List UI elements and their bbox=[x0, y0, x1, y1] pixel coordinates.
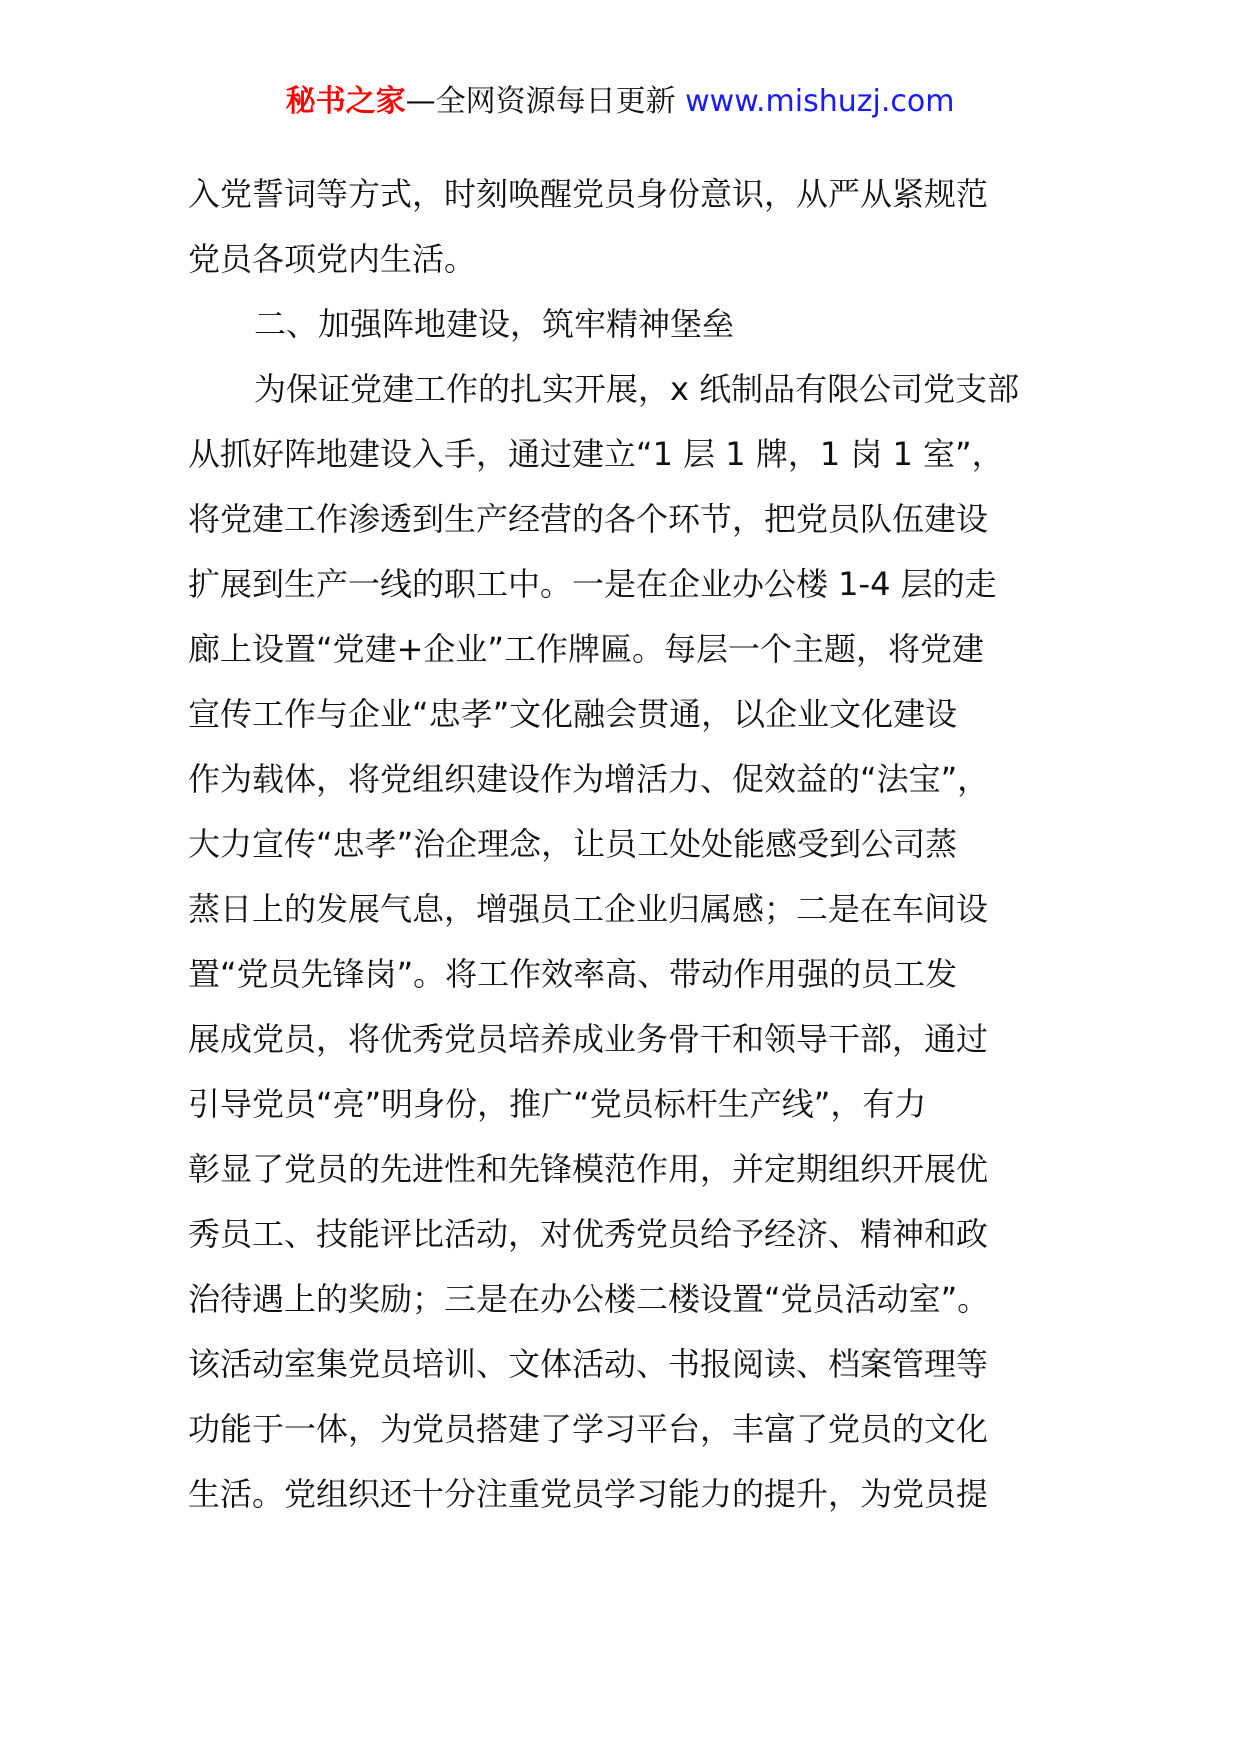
text-line: 从抓好阵地建设入手，通过建立“1 层 1 牌，1 岗 1 室”， bbox=[188, 435, 1004, 473]
text-line: 治待遇上的奖励；三是在办公楼二楼设置“党员活动室”。 bbox=[188, 1280, 990, 1318]
text-line: 入党誓词等方式，时刻唤醒党员身份意识，从严从紧规范 bbox=[188, 175, 989, 213]
text-line: 将党建工作渗透到生产经营的各个环节，把党员队伍建设 bbox=[188, 500, 989, 538]
text-line: 作为载体，将党组织建设作为增活力、促效益的“法宝”， bbox=[188, 760, 990, 798]
text-line: 彰显了党员的先进性和先锋模范作用，并定期组织开展优 bbox=[188, 1150, 989, 1188]
text-line: 生活。党组织还十分注重党员学习能力的提升，为党员提 bbox=[188, 1475, 989, 1513]
document-body bbox=[188, 162, 1068, 1527]
text-line: 该活动室集党员培训、文体活动、书报阅读、档案管理等 bbox=[188, 1345, 989, 1383]
text-line: 宣传工作与企业“忠孝”文化融会贯通，以企业文化建设 bbox=[188, 695, 958, 733]
header-slogan: —全网资源每日更新 bbox=[405, 84, 686, 119]
paragraph-first-line: 为保证党建工作的扎实开展，x 纸制品有限公司党支部 bbox=[254, 370, 1020, 408]
text-line: 党员各项党内生活。 bbox=[188, 240, 477, 278]
text-line: 扩展到生产一线的职工中。一是在企业办公楼 1-4 层的走 bbox=[188, 565, 997, 603]
text-line: 秀员工、技能评比活动，对优秀党员给予经济、精神和政 bbox=[188, 1215, 989, 1253]
text-line: 功能于一体，为党员搭建了学习平台，丰富了党员的文化 bbox=[188, 1410, 989, 1448]
site-header bbox=[0, 82, 1240, 122]
text-line: 展成党员，将优秀党员培养成业务骨干和领导干部，通过 bbox=[188, 1020, 989, 1058]
section-heading: 二、加强阵地建设，筑牢精神堡垒 bbox=[254, 305, 735, 343]
text-line: 蒸日上的发展气息，增强员工企业归属感；二是在车间设 bbox=[188, 890, 989, 928]
text-line: 大力宣传“忠孝”治企理念，让员工处处能感受到公司蒸 bbox=[188, 825, 958, 863]
site-url-link[interactable]: www.mishuzj.com bbox=[685, 84, 955, 119]
text-line: 引导党员“亮”明身份，推广“党员标杆生产线”，有力 bbox=[188, 1085, 927, 1123]
text-line: 置“党员先锋岗”。将工作效率高、带动作用强的员工发 bbox=[188, 955, 958, 993]
brand-name: 秘书之家 bbox=[285, 84, 406, 119]
text-line: 廊上设置“党建+企业”工作牌匾。每层一个主题，将党建 bbox=[188, 630, 984, 668]
